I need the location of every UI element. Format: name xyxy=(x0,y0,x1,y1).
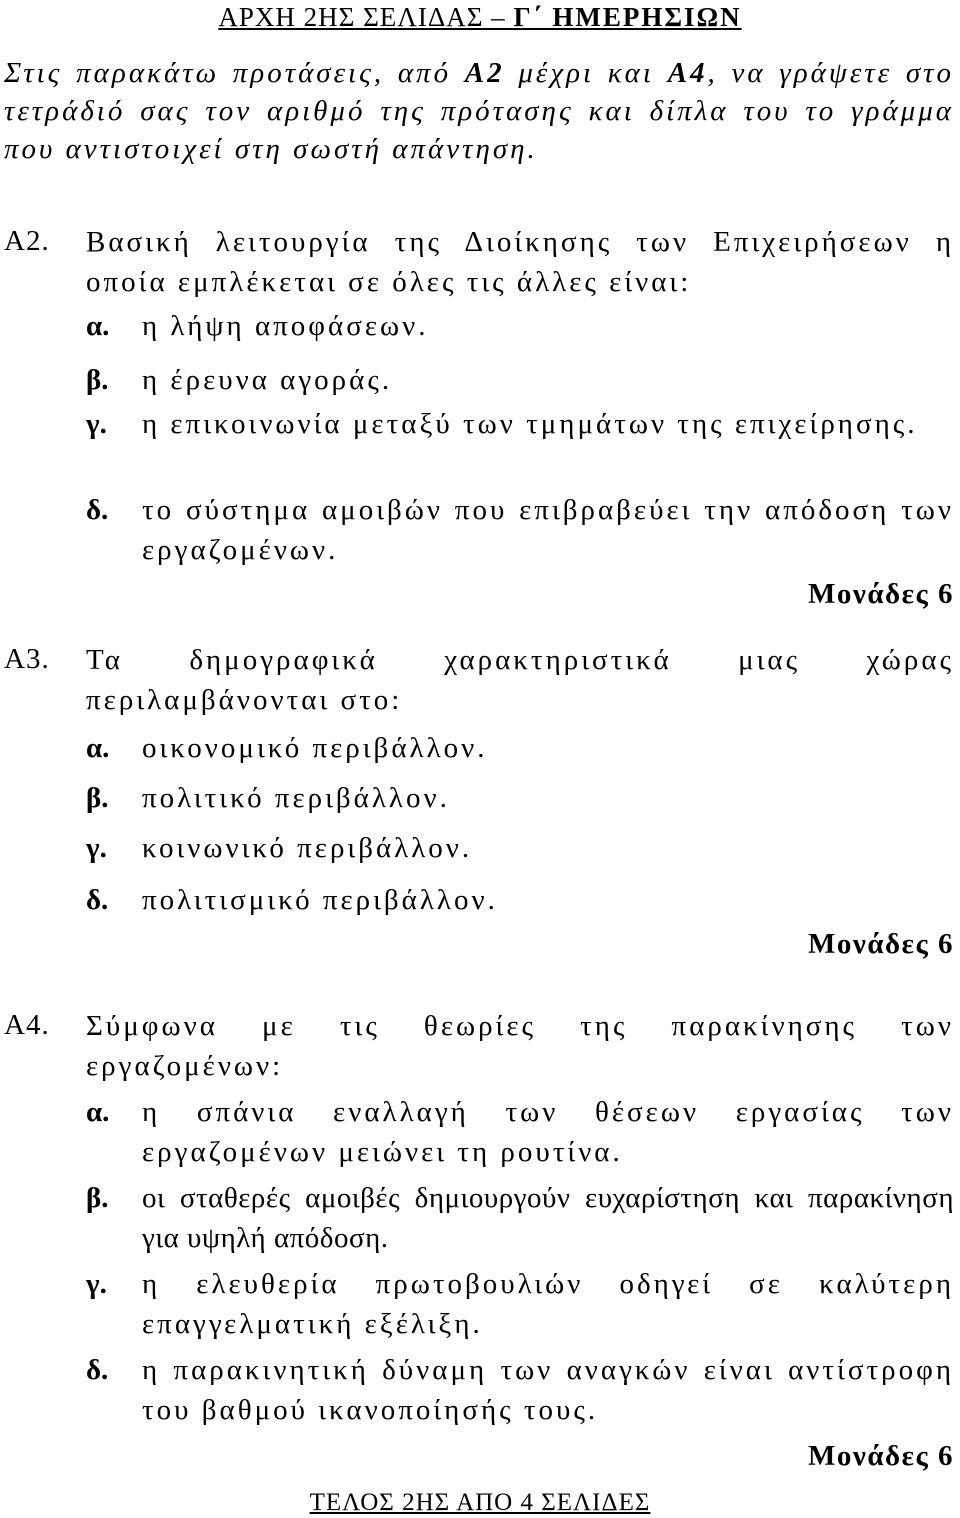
points-a2: Μονάδες 6 xyxy=(808,578,954,610)
option-text: η ελευθερία πρωτοβουλιών οδηγεί σε καλύτερη επαγγελματική εξέλιξη. xyxy=(142,1268,954,1340)
option-text: η λήψη αποφάσεων. xyxy=(142,310,429,342)
option-text: η επικοινωνία μεταξύ των τμημάτων της επιχείρησης. xyxy=(142,408,918,440)
option-text: οι σταθερές αμοιβές δημιουργούν ευχαρίστηση και παρακίνηση για υψηλή απόδοση. xyxy=(142,1182,954,1254)
points-a3: Μονάδες 6 xyxy=(808,928,954,960)
header-title-suffix: Γ΄ ΗΜΕΡΗΣΙΩΝ xyxy=(513,2,742,32)
option-letter: β. xyxy=(86,364,109,396)
option-letter: δ. xyxy=(86,1354,109,1386)
option-letter: α. xyxy=(86,310,110,342)
page-header xyxy=(0,0,960,34)
option-letter: α. xyxy=(86,1096,110,1128)
option-letter: δ. xyxy=(86,884,109,916)
option-letter: α. xyxy=(86,732,110,764)
option-text: κοινωνικό περιβάλλον. xyxy=(142,832,473,864)
option-letter: δ. xyxy=(86,494,109,526)
page-footer: ΤΕΛΟΣ 2ΗΣ ΑΠΟ 4 ΣΕΛΙΔΕΣ xyxy=(309,1489,651,1516)
question-number-a4: Α4. xyxy=(4,1009,50,1041)
instructions-from: Α2 xyxy=(464,57,505,89)
option-letter: β. xyxy=(86,782,109,814)
option-text: η σπάνια εναλλαγή των θέσεων εργασίας των εργαζομένων μειώνει τη ρουτίνα. xyxy=(142,1096,954,1168)
option-text: η έρευνα αγοράς. xyxy=(142,364,393,396)
option-text: το σύστημα αμοιβών που επιβραβεύει την απόδοση των εργαζομένων. xyxy=(142,494,954,566)
question-stem-a2: Βασική λειτουργία της Διοίκησης των Επιχειρήσεων η οποία εμπλέκεται σε όλες τις άλλες είναι: xyxy=(86,226,954,298)
question-stem-a4: Σύμφωνα με τις θεωρίες της παρακίνησης των εργαζομένων: xyxy=(86,1010,954,1082)
header-title-prefix: ΑΡΧΗ 2ΗΣ ΣΕΛΙΔΑΣ – xyxy=(218,2,514,32)
option-text: πολιτισμικό περιβάλλον. xyxy=(142,884,498,916)
instructions-text: Στις παρακάτω προτάσεις, από xyxy=(4,57,465,89)
option-text: η παρακινητική δύναμη των αναγκών είναι αντίστροφη του βαθμού ικανοποίησής τους. xyxy=(142,1354,954,1426)
question-number-a2: Α2. xyxy=(4,225,50,257)
option-letter: γ. xyxy=(86,408,107,440)
option-text: πολιτικό περιβάλλον. xyxy=(142,782,450,814)
question-number-a3: Α3. xyxy=(4,643,50,675)
option-letter: β. xyxy=(86,1182,109,1214)
instructions xyxy=(4,54,954,168)
option-letter: γ. xyxy=(86,832,107,864)
instructions-text: μέχρι και xyxy=(504,57,668,89)
option-text: οικονομικό περιβάλλον. xyxy=(142,732,488,764)
points-a4: Μονάδες 6 xyxy=(808,1440,954,1472)
instructions-to: Α4 xyxy=(667,57,708,89)
option-letter: γ. xyxy=(86,1268,107,1300)
question-stem-a3: Τα δημογραφικά χαρακτηριστικά μιας χώρας περιλαμβάνονται στο: xyxy=(86,644,954,716)
instructions-text: , να γράψετε στο τετράδιό σας τον αριθμό της πρότασης και δίπλα του το γράμμα που αντιστοιχεί στη σωστή απάντηση. xyxy=(4,57,955,165)
